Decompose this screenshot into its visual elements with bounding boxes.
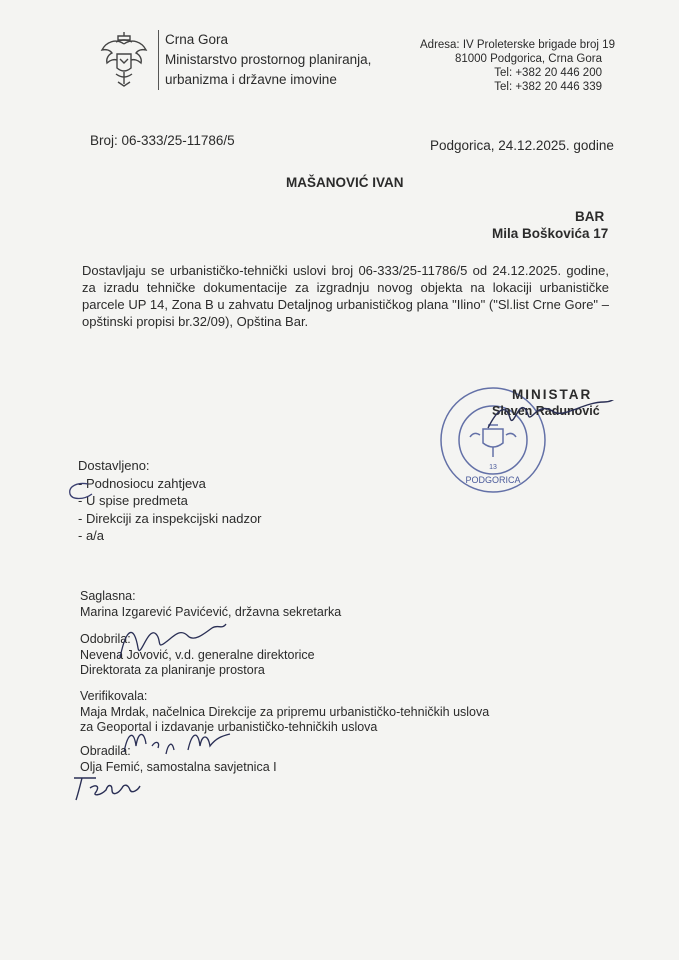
minister-title: MINISTAR bbox=[512, 387, 593, 402]
recipient-city: BAR bbox=[575, 209, 605, 224]
delivered-item: - Podnosiocu zahtjeva bbox=[78, 475, 206, 491]
agreed-person: Marina Izgarević Pavićević, državna sekretarka bbox=[80, 605, 342, 619]
phone-1: Tel: +382 20 446 200 bbox=[494, 67, 602, 79]
delivered-list bbox=[78, 457, 262, 545]
ministry-name: Ministarstvo prostornog planiranja, bbox=[165, 52, 372, 67]
processed-person: Olja Femić, samostalna savjetnica I bbox=[80, 760, 277, 774]
verifier-signature-icon bbox=[118, 724, 248, 758]
stamp-number: 13 bbox=[489, 464, 497, 471]
ministry-name-cont: urbanizma i državne imovine bbox=[165, 72, 337, 87]
reference-number: Broj: 06-333/25-11786/5 bbox=[90, 133, 235, 148]
approved-label: Odobrila: bbox=[80, 632, 131, 646]
approved-person: Nevena Jovović, v.d. generalne direktorice bbox=[80, 648, 315, 662]
organization-block bbox=[165, 30, 371, 90]
hand-mark-icon bbox=[64, 480, 98, 502]
country-name: Crna Gora bbox=[165, 32, 229, 47]
address-city: 81000 Podgorica, Crna Gora bbox=[454, 53, 602, 65]
verified-person: Maja Mrdak, načelnica Direkcije za pripremu urbanističko-tehničkih uslova bbox=[80, 705, 490, 719]
minister-signature-icon bbox=[484, 400, 624, 434]
delivered-label: Dostavljeno: bbox=[78, 458, 150, 473]
agreed-label: Saglasna: bbox=[80, 589, 136, 603]
address-block bbox=[420, 38, 615, 94]
recipient-name: MAŠANOVIĆ IVAN bbox=[286, 175, 404, 190]
coat-of-arms-icon bbox=[98, 30, 150, 88]
verified-label: Verifikovala: bbox=[80, 689, 148, 703]
delivered-item: - a/a bbox=[78, 528, 105, 543]
delivered-item: - Direkciji za inspekcijski nadzor bbox=[78, 510, 262, 526]
stamp-city: PODGORICA bbox=[465, 475, 521, 485]
processor-signature-icon bbox=[68, 770, 168, 804]
approver-signature-icon bbox=[112, 618, 232, 664]
verified-department: za Geoportal i izdavanje urbanističko-tehničkih uslova bbox=[80, 720, 378, 734]
header-divider bbox=[158, 30, 159, 90]
address-line: Adresa: IV Proleterske brigade broj 19 bbox=[420, 39, 615, 51]
letter-body bbox=[82, 262, 609, 330]
phone-2: Tel: +382 20 446 339 bbox=[494, 81, 602, 93]
place-date: Podgorica, 24.12.2025. godine bbox=[430, 138, 614, 153]
delivered-item: - U spise predmeta bbox=[78, 493, 188, 508]
approved-department: Direktorata za planiranje prostora bbox=[80, 663, 265, 677]
recipient-street: Mila Boškovića 17 bbox=[492, 226, 609, 241]
minister-name: Slaven Radunović bbox=[492, 404, 600, 418]
body-paragraph: Dostavljaju se urbanističko-tehnički uslovi broj 06-333/25-11786/5 od 24.12.2025. godine, za izradu tehničke dokumentacije za izgradnju novog objekta na lokaciji urbanističke parcele UP 14, Zona B u zahvatu Detaljnog urbanističkog plana "Ilino" ("Sl.list Crne Gore" – opštinski propisi br.32/09), Opština Bar. bbox=[82, 263, 609, 329]
processed-label: Obradila: bbox=[80, 744, 131, 758]
